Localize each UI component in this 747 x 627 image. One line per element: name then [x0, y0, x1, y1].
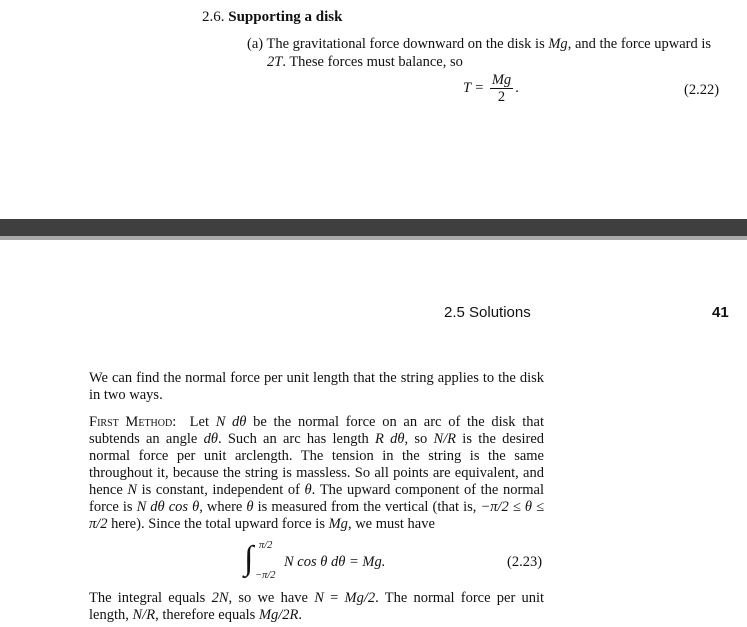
- page-divider: [0, 219, 747, 240]
- math: N: [314, 590, 324, 606]
- intro-paragraph: We can find the normal force per unit length that the string applies to the disk in two ways.: [89, 370, 544, 403]
- part-a-label: (a): [247, 36, 264, 52]
- text: The integral equals: [89, 590, 206, 606]
- math: N/R: [132, 607, 156, 623]
- text: Let: [189, 414, 209, 430]
- text: . The normal force per unit length,: [89, 590, 545, 623]
- integral-upper-limit: π/2: [259, 540, 273, 551]
- math: Mg/2: [344, 590, 376, 606]
- math-Mg: Mg: [548, 36, 568, 52]
- text: , where: [199, 499, 243, 515]
- part-a-paragraph: [247, 35, 722, 71]
- text: , therefore equals: [155, 607, 256, 623]
- math: N: [127, 482, 138, 498]
- conclusion-paragraph: [89, 590, 544, 624]
- fraction-Mg-over-2: [490, 72, 513, 105]
- divider-dark-band: [0, 219, 747, 236]
- text: , so: [404, 431, 428, 447]
- page-number: 41: [712, 304, 729, 321]
- eq1-period: .: [515, 79, 519, 96]
- equation-2-22: [463, 72, 519, 105]
- math-2T: 2T: [267, 54, 283, 70]
- math: dθ: [203, 431, 218, 447]
- running-head: 2.5 Solutions: [444, 304, 531, 321]
- math: R dθ: [374, 431, 405, 447]
- integrand: N cos θ dθ = Mg.: [284, 554, 386, 570]
- math: −π/2 ≤ θ ≤ π/2: [89, 499, 545, 532]
- text: here). Since the total upward force is: [111, 516, 325, 532]
- math: 2N: [211, 590, 229, 606]
- text: . The upward component of the normal force is: [89, 482, 545, 515]
- divider-light-band: [0, 236, 747, 240]
- part-a-text: , and the force upward is: [567, 36, 712, 52]
- math: θ: [246, 499, 254, 515]
- section-heading: [202, 9, 342, 26]
- fraction-denominator: 2: [497, 89, 506, 105]
- text: . Such an arc has length: [217, 431, 369, 447]
- section-number: 2.6.: [202, 9, 225, 25]
- text: .: [298, 607, 303, 623]
- eq1-lhs: T =: [463, 79, 485, 96]
- integral-sign: ∫: [244, 540, 254, 577]
- math: N/R: [433, 431, 457, 447]
- math: θ: [304, 482, 312, 498]
- first-method-label: First Method:: [89, 414, 177, 430]
- section-title: Supporting a disk: [228, 9, 343, 25]
- part-a-text: . These forces must balance, so: [282, 54, 463, 70]
- math: N dθ: [215, 414, 247, 430]
- first-method-paragraph: [89, 414, 544, 533]
- equation-number: (2.22): [684, 82, 720, 98]
- text: is measured from the vertical (that is,: [257, 499, 477, 515]
- integral-lower-limit: −π/2: [255, 570, 276, 581]
- text: is constant, independent of: [141, 482, 300, 498]
- equation-2-23: [244, 540, 544, 584]
- math: Mg/2R: [258, 607, 299, 623]
- math-equals: =: [330, 590, 339, 606]
- text: be the normal force on an arc of the disk that subtends an angle: [89, 414, 545, 447]
- math: N dθ cos θ: [136, 499, 200, 515]
- text: , so we have: [228, 590, 308, 606]
- math: Mg: [328, 516, 348, 532]
- equation-number: (2.23): [507, 554, 543, 570]
- clipped-previous-line: [0, 0, 747, 1]
- text: is the desired normal force per unit arclength. The tension in the string is the same throughout it, because the string is massless. So all points are equivalent, and hence: [89, 431, 545, 498]
- fraction-numerator: Mg: [491, 72, 512, 88]
- text: , we must have: [347, 516, 435, 532]
- part-a-text: The gravitational force downward on the disk is: [266, 36, 545, 52]
